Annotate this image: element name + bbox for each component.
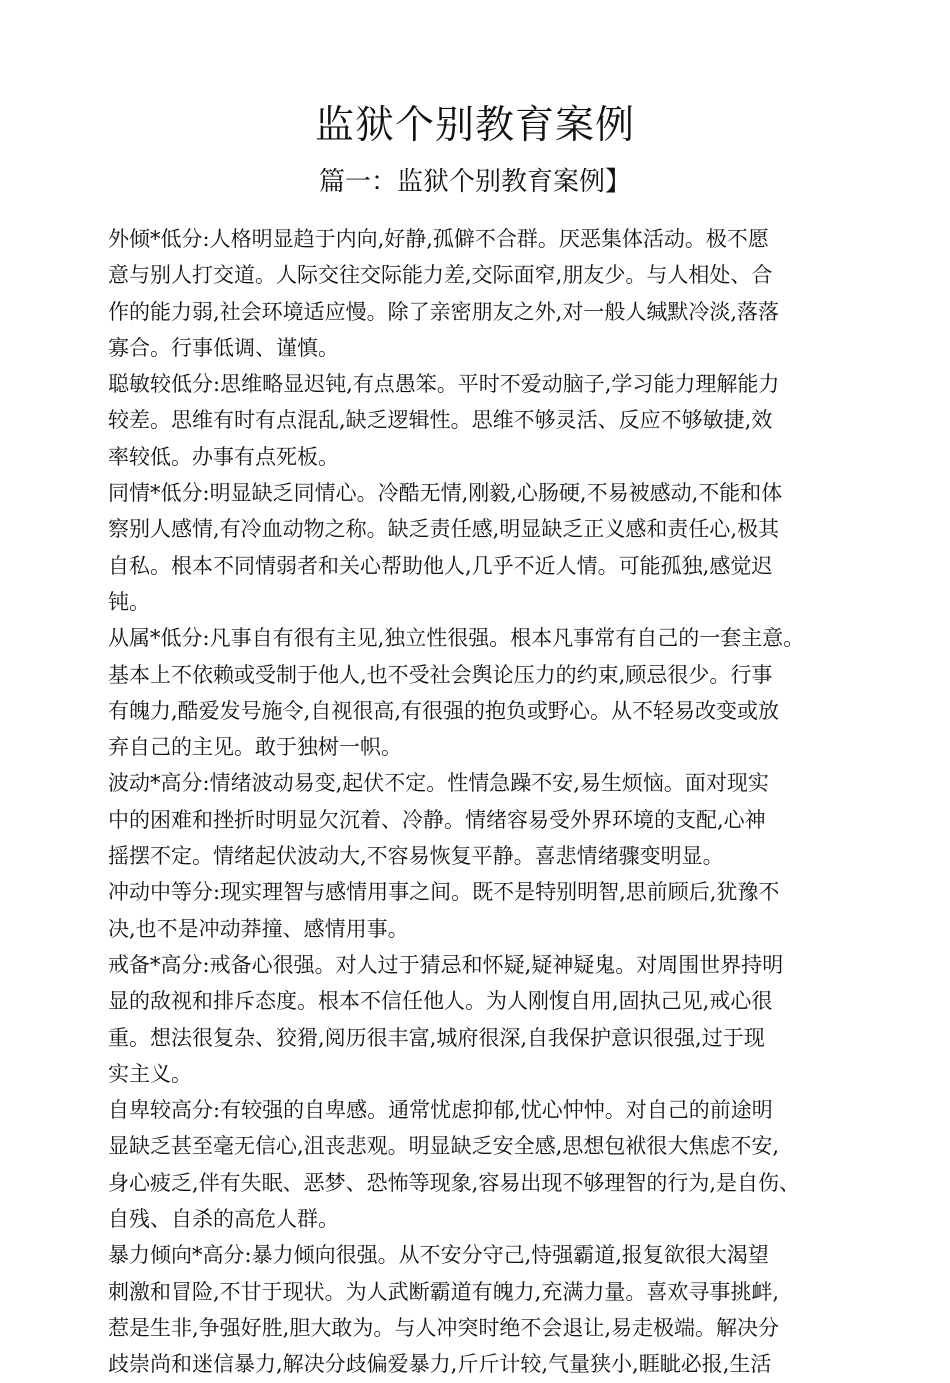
body-text-line: 惹是生非,争强好胜,胆大敢为。与人冲突时绝不会退让,易走极端。解决分 xyxy=(108,1315,780,1340)
body-text-line: 自残、自杀的高危人群。 xyxy=(108,1207,339,1232)
body-text-line: 聪敏较低分:思维略显迟钝,有点愚笨。平时不爱动脑子,学习能力理解能力 xyxy=(108,372,780,397)
body-text-line: 歧崇尚和迷信暴力,解决分歧偏爱暴力,斤斤计较,气量狭小,睚眦必报,生活 xyxy=(108,1352,772,1377)
document-title: 监狱个别教育案例 xyxy=(314,103,635,148)
body-text-line: 暴力倾向*高分:暴力倾向很强。从不安分守己,恃强霸道,报复欲很大渴望 xyxy=(108,1243,769,1268)
body-text-line: 弃自己的主见。敢于独树一帜。 xyxy=(108,735,402,760)
body-text-line: 波动*高分:情绪波动易变,起伏不定。性情急躁不安,易生烦恼。面对现实 xyxy=(108,771,769,796)
body-text-line: 察别人感情,有冷血动物之称。缺乏责任感,明显缺乏正义感和责任心,极其 xyxy=(108,517,780,542)
body-text-line: 作的能力弱,社会环境适应慢。除了亲密朋友之外,对一般人缄默冷淡,落落 xyxy=(108,299,780,324)
body-text-line: 戒备*高分:戒备心很强。对人过于猜忌和怀疑,疑神疑鬼。对周围世界持明 xyxy=(108,952,784,977)
body-text-line: 有魄力,酷爱发号施令,自视很高,有很强的抱负或野心。从不轻易改变或放 xyxy=(108,698,780,723)
body-text-line: 显缺乏甚至毫无信心,沮丧悲观。明显缺乏安全感,思想包袱很大焦虑不安, xyxy=(108,1134,780,1159)
body-text-line: 同情*低分:明显缺乏同情心。冷酷无情,刚毅,心肠硬,不易被感动,不能和体 xyxy=(108,481,783,506)
body-text-line: 钝。 xyxy=(108,589,150,614)
body-text-line: 决,也不是冲动莽撞、感情用事。 xyxy=(108,916,409,941)
body-text-line: 重。想法很复杂、狡猾,阅历很丰富,城府很深,自我保护意识很强,过于现 xyxy=(108,1025,765,1050)
body-text-line: 实主义。 xyxy=(108,1061,192,1086)
body-text-line: 率较低。办事有点死板。 xyxy=(108,444,339,469)
body-text-line: 显的敌视和排斥态度。根本不信任他人。为人刚愎自用,固执己见,戒心很 xyxy=(108,989,773,1014)
body-text-line: 中的困难和挫折时明显欠沉着、冷静。情绪容易受外界环境的支配,心神 xyxy=(108,807,766,832)
body-text-line: 从属*低分:凡事自有很有主见,独立性很强。根本凡事常有自己的一套主意。 xyxy=(108,626,805,651)
body-text-line: 自卑较高分:有较强的自卑感。通常忧虑抑郁,忧心忡忡。对自己的前途明 xyxy=(108,1098,773,1123)
document-subtitle: 篇一：监狱个别教育案例】 xyxy=(318,167,631,197)
body-text-line: 摇摆不定。情绪起伏波动大,不容易恢复平静。喜悲情绪骤变明显。 xyxy=(108,844,724,869)
body-text-line: 冲动中等分:现实理智与感情用事之间。既不是特别明智,思前顾后,犹豫不 xyxy=(108,880,780,905)
body-text-line: 寡合。行事低调、谨慎。 xyxy=(108,335,339,360)
body-text-line: 基本上不依赖或受制于他人,也不受社会舆论压力的约束,顾忌很少。行事 xyxy=(108,662,773,687)
body-text-line: 较差。思维有时有点混乱,缺乏逻辑性。思维不够灵活、反应不够敏捷,效 xyxy=(108,408,773,433)
body-text-line: 自私。根本不同情弱者和关心帮助他人,几乎不近人情。可能孤独,感觉迟 xyxy=(108,553,773,578)
body-text-line: 意与别人打交道。人际交往交际能力差,交际面窄,朋友少。与人相处、合 xyxy=(108,263,773,288)
document-body xyxy=(108,221,873,1383)
body-text-line: 外倾*低分:人格明显趋于内向,好静,孤僻不合群。厌恶集体活动。极不愿 xyxy=(108,227,769,251)
body-text-line: 身心疲乏,伴有失眠、恶梦、恐怖等现象,容易出现不够理智的行为,是自伤、 xyxy=(108,1170,801,1195)
body-text-line: 刺激和冒险,不甘于现状。为人武断霸道有魄力,充满力量。喜欢寻事挑衅, xyxy=(108,1279,780,1304)
